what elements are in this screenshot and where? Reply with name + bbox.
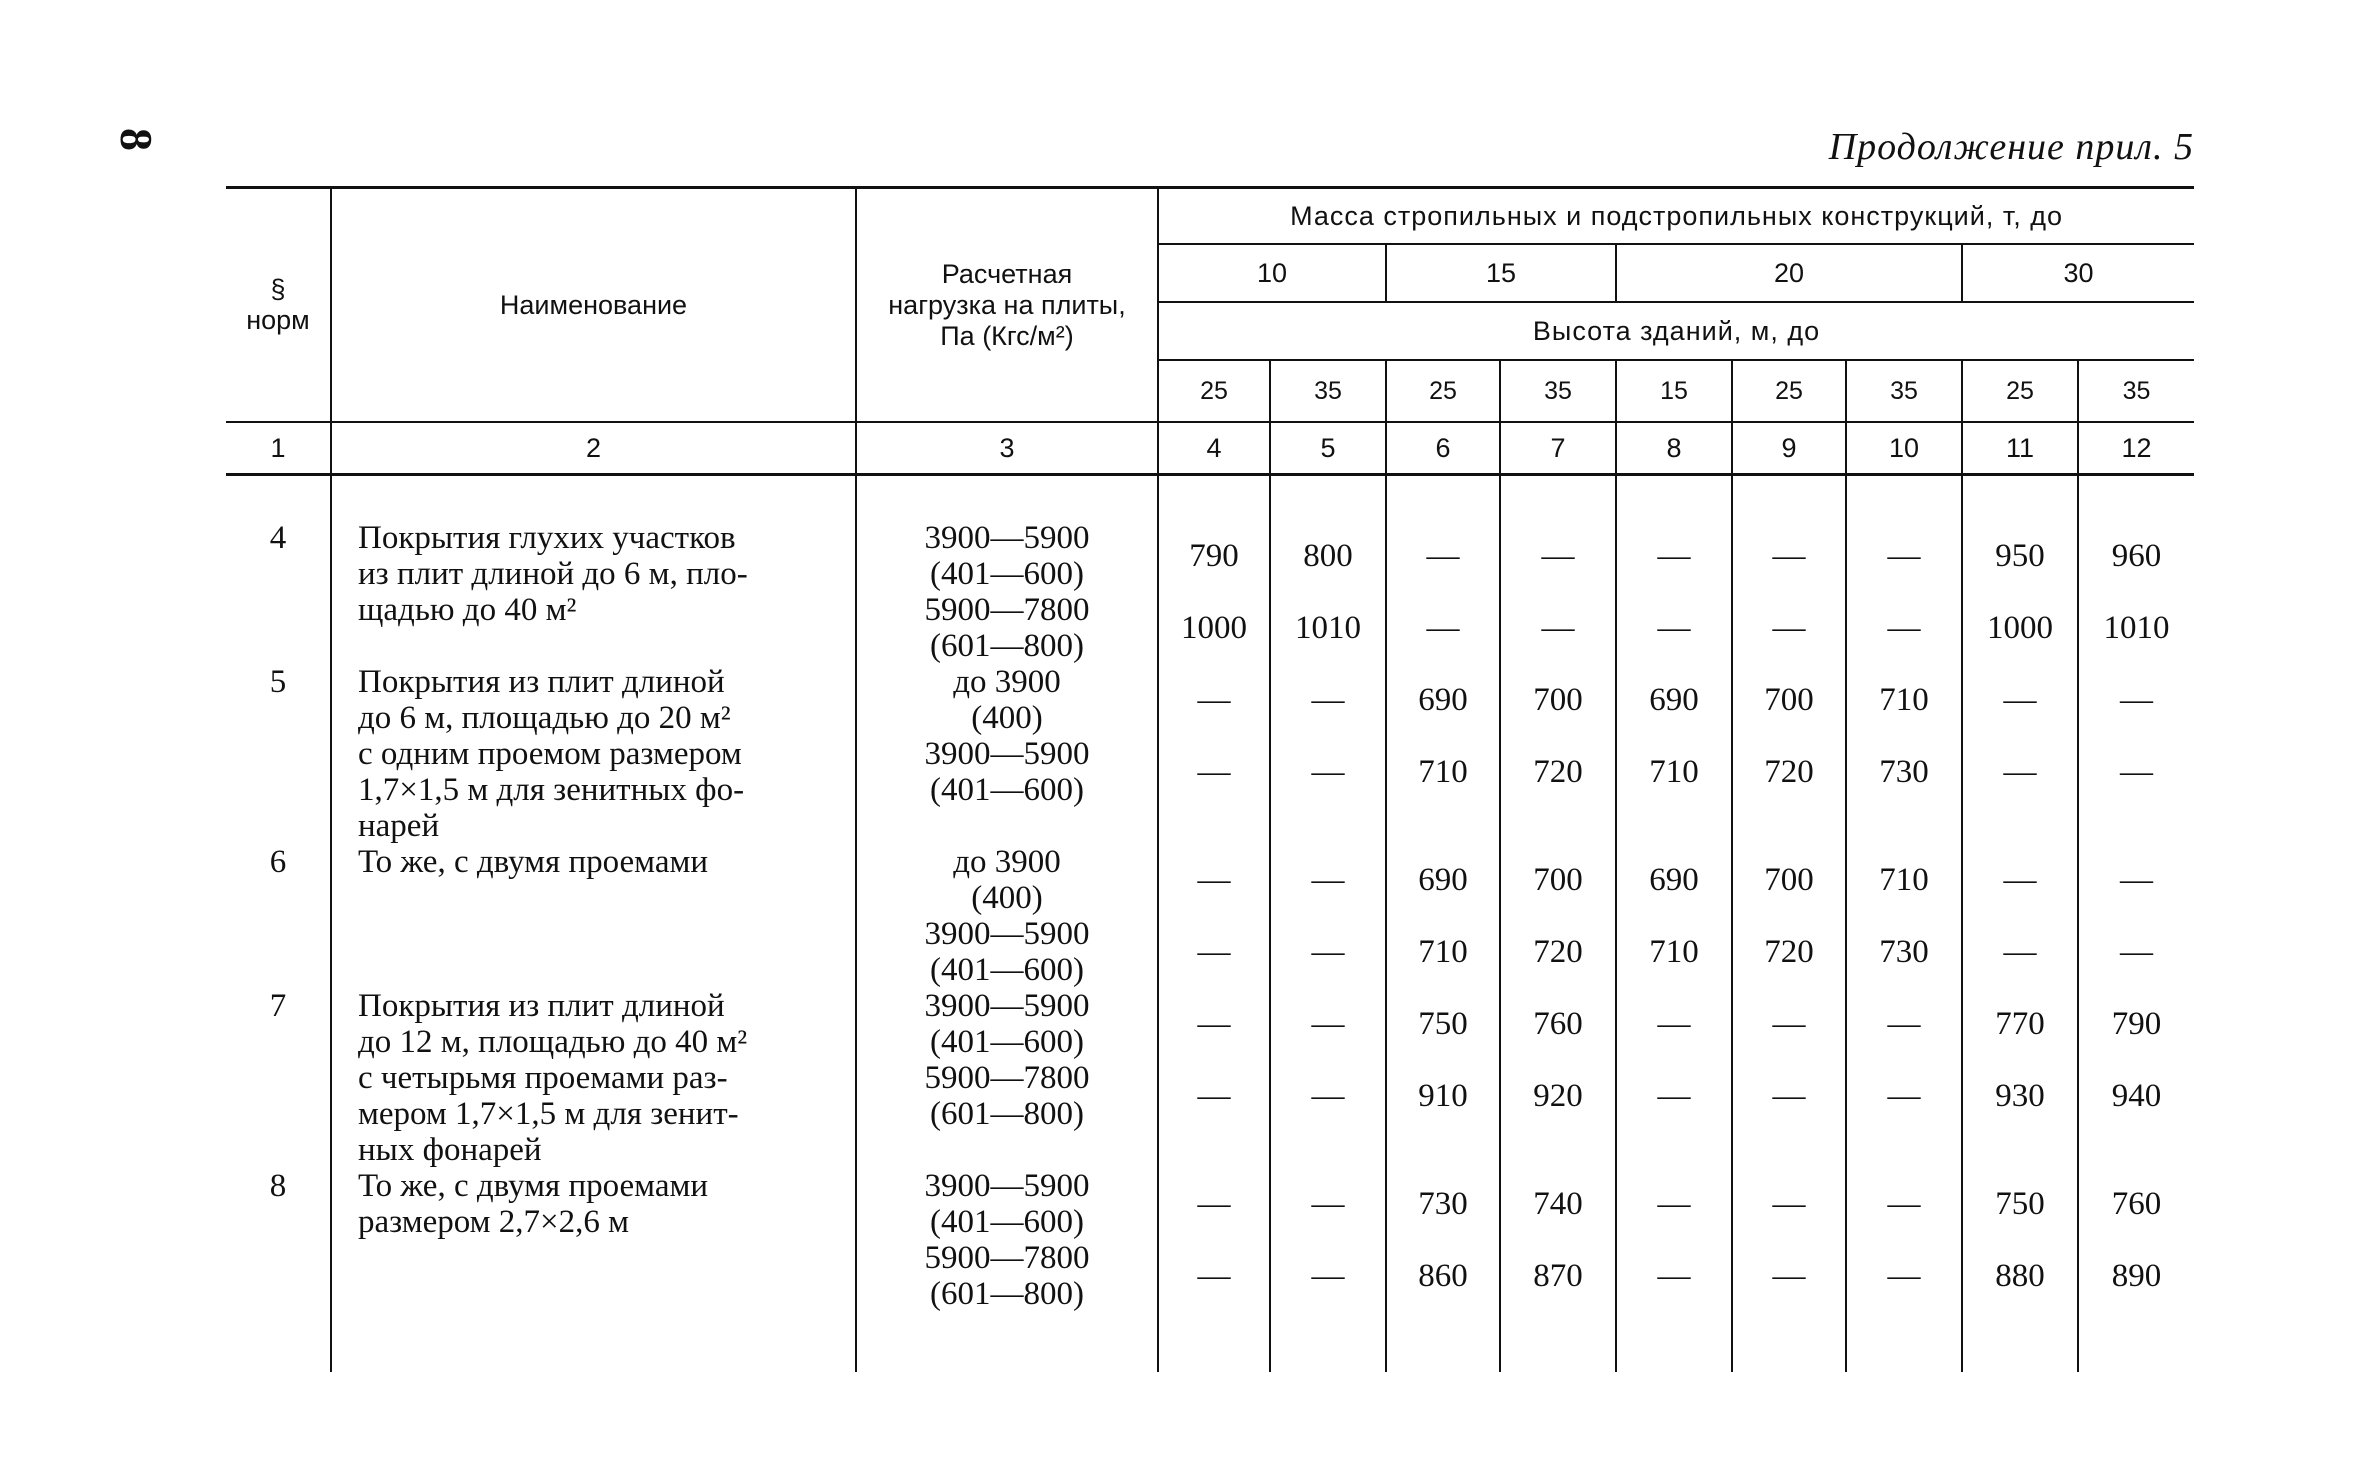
mass-value: — (1311, 1006, 1345, 1042)
mass-value: — (2120, 934, 2154, 970)
height-header: 25 (1158, 360, 1270, 422)
mass-value: — (1311, 1078, 1345, 1114)
mass-value: — (1657, 1186, 1691, 1222)
column-number: 12 (2078, 422, 2194, 475)
mass-value: — (1426, 610, 1460, 646)
mass-value: 710 (1418, 934, 1468, 970)
value-cell (1270, 988, 1386, 1168)
mass-value: — (1197, 934, 1231, 970)
name-line: с четырьмя проемами раз- (358, 1060, 728, 1096)
name-cell (331, 1168, 856, 1312)
value-cell (1616, 1168, 1732, 1312)
mass-value: — (1657, 1258, 1691, 1294)
value-cell (1500, 664, 1616, 844)
mass-value: 870 (1533, 1258, 1583, 1294)
value-cell (2078, 988, 2194, 1168)
load-entry (857, 592, 1157, 664)
name-line: с одним проемом размером (358, 736, 742, 772)
mass-value: — (1772, 1078, 1806, 1114)
load-pa: 5900—7800 (924, 1060, 1090, 1096)
column-number: 1 (226, 422, 331, 475)
value-cell (1846, 988, 1962, 1168)
page-header: Продолжение прил. 5 (1828, 126, 2194, 168)
mass-value: — (1887, 1258, 1921, 1294)
value-cell (1270, 1168, 1386, 1312)
mass-value: 920 (1533, 1078, 1583, 1114)
value-cell (1732, 1168, 1846, 1312)
name-line: 1,7×1,5 м для зенитных фо- (358, 772, 745, 808)
height-header: 35 (1500, 360, 1616, 422)
column-number: 2 (331, 422, 856, 475)
mass-value: — (1197, 754, 1231, 790)
load-pa: до 3900 (953, 844, 1061, 880)
mass-value: — (1887, 1186, 1921, 1222)
mass-value: — (1197, 1186, 1231, 1222)
table-row (226, 664, 2194, 844)
mass-value: 690 (1649, 682, 1699, 718)
mass-value: 690 (1649, 862, 1699, 898)
load-kgs: (401—600) (930, 772, 1084, 808)
col-header-load: Расчетная нагрузка на плиты, Па (Кгс/м²) (856, 188, 1158, 423)
mass-value: 710 (1879, 862, 1929, 898)
value-cell (1616, 844, 1732, 988)
mass-value: 950 (1995, 538, 2045, 574)
mass-value: 760 (1533, 1006, 1583, 1042)
mass-value: 720 (1533, 934, 1583, 970)
value-cell (2078, 1168, 2194, 1312)
value-cell (1158, 1168, 1270, 1312)
value-cell (1386, 844, 1500, 988)
name-line: нарей (358, 808, 440, 844)
load-cell (856, 988, 1158, 1168)
norm-cell (226, 988, 331, 1168)
col-header-height: Высота зданий, м, до (1158, 302, 2194, 360)
mass-value: — (1772, 610, 1806, 646)
norm-cell (226, 664, 331, 844)
value-cell (1158, 844, 1270, 988)
name-line: То же, с двумя проемами (358, 1168, 709, 1204)
mass-value: — (2120, 682, 2154, 718)
mass-value: 720 (1533, 754, 1583, 790)
mass-value: — (1197, 682, 1231, 718)
value-cell (1616, 988, 1732, 1168)
mass-value: 1000 (1987, 610, 2053, 646)
mass-value: 1010 (1295, 610, 1361, 646)
mass-value: 1000 (1181, 610, 1247, 646)
column-number: 6 (1386, 422, 1500, 475)
mass-value: — (1657, 610, 1691, 646)
mass-value: 730 (1418, 1186, 1468, 1222)
norm-number: 8 (269, 1168, 287, 1204)
name-line: Покрытия из плит длиной (358, 664, 725, 700)
mass-value: 740 (1533, 1186, 1583, 1222)
load-pa: 3900—5900 (924, 1168, 1090, 1204)
load-kgs: (401—600) (930, 952, 1084, 988)
mass-value: 1010 (2103, 610, 2170, 646)
mass-value: — (2003, 682, 2037, 718)
value-cell (1732, 988, 1846, 1168)
name-line: ных фонарей (358, 1132, 542, 1168)
name-cell (331, 664, 856, 844)
mass-value: 860 (1418, 1258, 1468, 1294)
name-cell (331, 520, 856, 664)
load-entry (857, 916, 1157, 988)
value-cell (1616, 520, 1732, 664)
mass-value: 720 (1764, 754, 1814, 790)
name-line: Покрытия из плит длиной (358, 988, 725, 1024)
norm-number: 4 (269, 520, 287, 556)
col-header-name: Наименование (331, 188, 856, 423)
name-line: из плит длиной до 6 м, пло- (358, 556, 748, 592)
mass-value: 960 (2111, 538, 2162, 574)
mass-value: — (1887, 538, 1921, 574)
value-cell (1962, 664, 2078, 844)
load-kgs: (601—800) (930, 1276, 1084, 1312)
value-cell (1158, 664, 1270, 844)
height-header: 35 (2078, 360, 2194, 422)
mass-value: 700 (1533, 682, 1583, 718)
load-kgs: (400) (971, 880, 1043, 916)
mass-value: 890 (2111, 1258, 2162, 1294)
mass-value: 940 (2111, 1078, 2162, 1114)
mass-value: — (1311, 1258, 1345, 1294)
height-header: 35 (1846, 360, 1962, 422)
value-cell (1500, 988, 1616, 1168)
mass-value: 930 (1995, 1078, 2045, 1114)
mass-value: — (1541, 610, 1575, 646)
height-header: 25 (1962, 360, 2078, 422)
mass-value: — (1887, 1078, 1921, 1114)
value-cell (1386, 1168, 1500, 1312)
load-kgs: (401—600) (930, 1024, 1084, 1060)
column-number: 9 (1732, 422, 1846, 475)
mass-value: — (1772, 1258, 1806, 1294)
mass-value: 750 (1418, 1006, 1468, 1042)
load-entry (857, 1168, 1157, 1240)
mass-value-header: 15 (1386, 244, 1616, 302)
value-cell (2078, 520, 2194, 664)
load-cell (856, 664, 1158, 844)
mass-value: 800 (1303, 538, 1353, 574)
load-cell (856, 1168, 1158, 1312)
mass-value: 700 (1764, 682, 1814, 718)
mass-value: 700 (1764, 862, 1814, 898)
value-cell (1962, 520, 2078, 664)
height-header: 35 (1270, 360, 1386, 422)
load-pa: 3900—5900 (924, 988, 1090, 1024)
norm-number: 6 (269, 844, 287, 880)
mass-value: — (1657, 538, 1691, 574)
value-cell (1500, 520, 1616, 664)
mass-value: — (1772, 538, 1806, 574)
load-kgs: (401—600) (930, 556, 1084, 592)
mass-value: — (1541, 538, 1575, 574)
load-pa: 5900—7800 (924, 592, 1090, 628)
value-cell (1962, 1168, 2078, 1312)
mass-value: 690 (1418, 682, 1468, 718)
norm-cell (226, 1168, 331, 1312)
mass-value: — (1772, 1186, 1806, 1222)
value-cell (1500, 844, 1616, 988)
table-row (226, 844, 2194, 988)
mass-value-header: 30 (1962, 244, 2194, 302)
mass-value: — (1311, 682, 1345, 718)
mass-value: 790 (1189, 538, 1239, 574)
column-number: 11 (1962, 422, 2078, 475)
value-cell (1158, 520, 1270, 664)
height-header: 25 (1386, 360, 1500, 422)
load-entry (857, 1240, 1157, 1312)
value-cell (1846, 1168, 1962, 1312)
col-header-norm: § норм (226, 188, 331, 423)
mass-value: — (1887, 1006, 1921, 1042)
mass-value: 710 (1879, 682, 1929, 718)
mass-value-header: 20 (1616, 244, 1962, 302)
mass-value: 710 (1649, 754, 1699, 790)
value-cell (1846, 844, 1962, 988)
value-cell (1500, 1168, 1616, 1312)
value-cell (1962, 844, 2078, 988)
mass-value: — (2120, 754, 2154, 790)
value-cell (1732, 844, 1846, 988)
load-kgs: (400) (971, 700, 1043, 736)
mass-value: — (1311, 934, 1345, 970)
column-number: 8 (1616, 422, 1732, 475)
mass-value: — (1197, 1006, 1231, 1042)
value-cell (2078, 844, 2194, 988)
name-cell (331, 988, 856, 1168)
name-line: Покрытия глухих участков (358, 520, 736, 556)
column-number: 4 (1158, 422, 1270, 475)
table-row (226, 520, 2194, 664)
norm-cell (226, 844, 331, 988)
value-cell (1846, 664, 1962, 844)
column-number: 10 (1846, 422, 1962, 475)
mass-value-header: 10 (1158, 244, 1386, 302)
value-cell (1158, 988, 1270, 1168)
value-cell (1270, 844, 1386, 988)
height-header: 25 (1732, 360, 1846, 422)
norm-number: 5 (269, 664, 287, 700)
value-cell (1962, 988, 2078, 1168)
spacer-row (226, 1312, 2194, 1372)
mass-value: — (1197, 1078, 1231, 1114)
table-row (226, 1168, 2194, 1312)
load-pa: 3900—5900 (924, 916, 1090, 952)
mass-value: — (1197, 1258, 1231, 1294)
data-table (226, 186, 2194, 1372)
load-cell (856, 844, 1158, 988)
mass-value: — (1197, 862, 1231, 898)
mass-value: — (1311, 862, 1345, 898)
load-kgs: (601—800) (930, 1096, 1084, 1132)
name-line: до 12 м, площадью до 40 м² (358, 1024, 748, 1060)
load-pa: 3900—5900 (924, 736, 1090, 772)
table-row (226, 988, 2194, 1168)
mass-value: — (1772, 1006, 1806, 1042)
mass-value: 750 (1995, 1186, 2045, 1222)
mass-value: — (1657, 1006, 1691, 1042)
col-header-mass: Масса стропильных и подстропильных конструкций, т, до (1158, 188, 2194, 245)
name-line: размером 2,7×2,6 м (358, 1204, 629, 1240)
load-entry (857, 664, 1157, 736)
name-cell (331, 844, 856, 988)
mass-value: 710 (1418, 754, 1468, 790)
mass-value: — (2120, 862, 2154, 898)
mass-value: — (2003, 754, 2037, 790)
mass-value: 790 (2111, 1006, 2162, 1042)
value-cell (1270, 520, 1386, 664)
value-cell (1732, 664, 1846, 844)
mass-value: — (2003, 934, 2037, 970)
value-cell (2078, 664, 2194, 844)
value-cell (1386, 988, 1500, 1168)
mass-value: 730 (1879, 754, 1929, 790)
page-number: 8 (111, 128, 162, 151)
name-line: до 6 м, площадью до 20 м² (358, 700, 731, 736)
name-line: мером 1,7×1,5 м для зенит- (358, 1096, 739, 1132)
load-pa: до 3900 (953, 664, 1061, 700)
height-header: 15 (1616, 360, 1732, 422)
value-cell (1846, 520, 1962, 664)
mass-value: 690 (1418, 862, 1468, 898)
value-cell (1270, 664, 1386, 844)
load-kgs: (401—600) (930, 1204, 1084, 1240)
mass-value: 710 (1649, 934, 1699, 970)
load-entry (857, 736, 1157, 808)
norm-cell (226, 520, 331, 664)
load-pa: 5900—7800 (924, 1240, 1090, 1276)
spacer-row (226, 475, 2194, 521)
load-entry (857, 844, 1157, 916)
name-line: щадью до 40 м² (358, 592, 577, 628)
mass-value: 880 (1995, 1258, 2045, 1294)
mass-value: 770 (1995, 1006, 2045, 1042)
column-number: 7 (1500, 422, 1616, 475)
column-number: 3 (856, 422, 1158, 475)
value-cell (1732, 520, 1846, 664)
mass-value: — (1311, 754, 1345, 790)
column-number: 5 (1270, 422, 1386, 475)
mass-value: — (1426, 538, 1460, 574)
mass-value: 760 (2111, 1186, 2162, 1222)
mass-value: — (1887, 610, 1921, 646)
mass-value: 910 (1418, 1078, 1468, 1114)
load-cell (856, 520, 1158, 664)
name-line: То же, с двумя проемами (358, 844, 709, 880)
mass-value: — (2003, 862, 2037, 898)
load-entry (857, 1060, 1157, 1132)
load-kgs: (601—800) (930, 628, 1084, 664)
value-cell (1386, 664, 1500, 844)
load-entry (857, 988, 1157, 1060)
mass-value: — (1311, 1186, 1345, 1222)
load-entry (857, 520, 1157, 592)
mass-value: 700 (1533, 862, 1583, 898)
mass-value: 730 (1879, 934, 1929, 970)
mass-value: — (1657, 1078, 1691, 1114)
mass-value: 720 (1764, 934, 1814, 970)
load-pa: 3900—5900 (924, 520, 1090, 556)
value-cell (1386, 520, 1500, 664)
norm-number: 7 (269, 988, 287, 1024)
value-cell (1616, 664, 1732, 844)
